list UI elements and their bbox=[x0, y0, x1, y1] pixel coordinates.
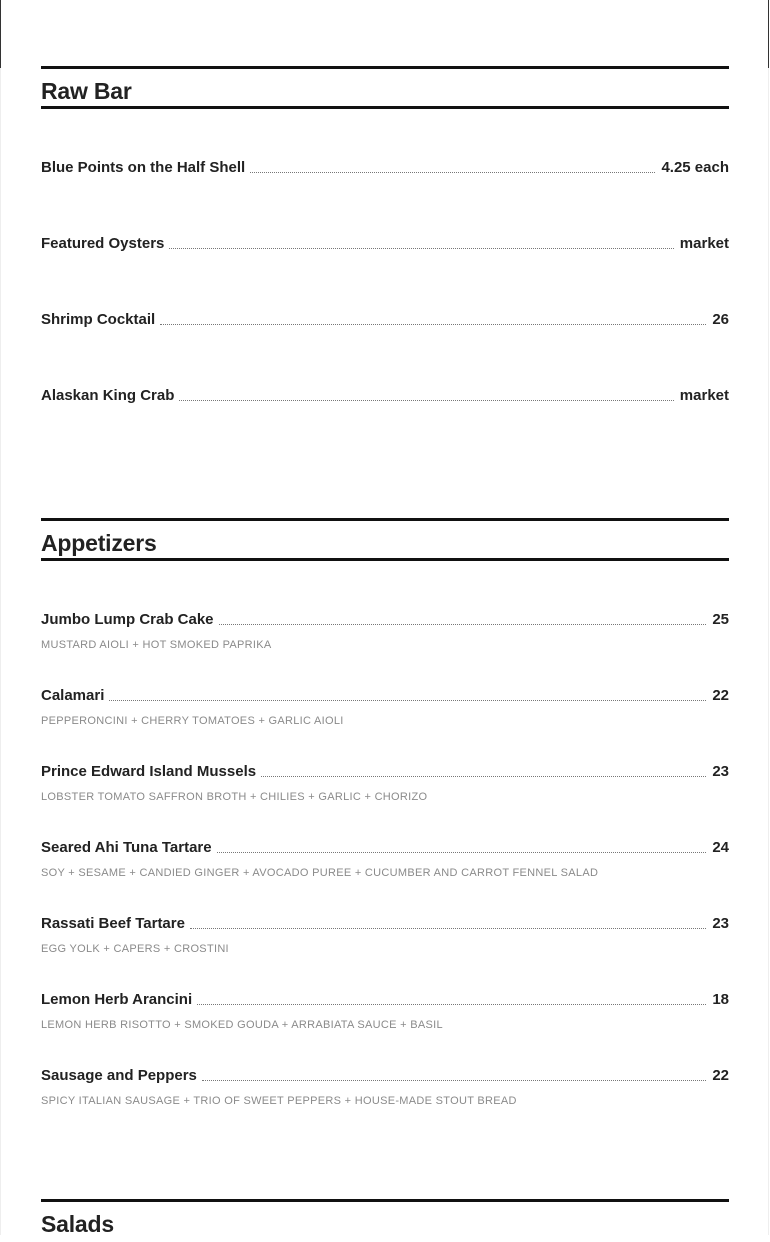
item-name: Featured Oysters bbox=[41, 235, 165, 252]
frame-edge-right bbox=[768, 0, 769, 68]
menu-item bbox=[41, 1062, 729, 1138]
menu-item bbox=[41, 306, 729, 382]
dotted-leader bbox=[197, 1003, 706, 1005]
section-title: Raw Bar bbox=[41, 78, 132, 104]
section-header bbox=[41, 66, 729, 109]
item-name: Shrimp Cocktail bbox=[41, 311, 156, 328]
dotted-leader bbox=[217, 851, 707, 853]
item-price: market bbox=[679, 387, 729, 404]
item-description: SOY + SESAME + CANDIED GINGER + AVOCADO PUREE + CUCUMBER AND CARROT FENNEL SALAD bbox=[41, 867, 599, 879]
item-name: Sausage and Peppers bbox=[41, 1067, 197, 1084]
item-price: market bbox=[679, 235, 729, 252]
item-price: 22 bbox=[712, 1067, 729, 1084]
menu-item bbox=[41, 986, 729, 1062]
section-title: Appetizers bbox=[41, 530, 157, 556]
item-description: PEPPERONCINI + CHERRY TOMATOES + GARLIC AIOLI bbox=[41, 715, 344, 727]
item-price: 4.25 each bbox=[661, 159, 729, 176]
menu-items bbox=[41, 109, 729, 458]
item-name: Calamari bbox=[41, 687, 105, 704]
dotted-leader bbox=[202, 1079, 706, 1081]
item-name: Jumbo Lump Crab Cake bbox=[41, 611, 214, 628]
item-name: Seared Ahi Tuna Tartare bbox=[41, 839, 212, 856]
section-header bbox=[41, 1199, 729, 1242]
item-price: 23 bbox=[712, 763, 729, 780]
menu-item bbox=[41, 230, 729, 306]
section-title: Salads bbox=[41, 1211, 114, 1237]
dotted-leader bbox=[250, 171, 655, 173]
dotted-leader bbox=[190, 927, 706, 929]
section-header bbox=[41, 518, 729, 561]
item-description: LEMON HERB RISOTTO + SMOKED GOUDA + ARRABIATA SAUCE + BASIL bbox=[41, 1019, 443, 1031]
dotted-leader bbox=[261, 775, 706, 777]
item-price: 22 bbox=[712, 687, 729, 704]
item-name: Lemon Herb Arancini bbox=[41, 991, 193, 1008]
menu-item bbox=[41, 682, 729, 758]
item-description: SPICY ITALIAN SAUSAGE + TRIO OF SWEET PEPPERS + HOUSE-MADE STOUT BREAD bbox=[41, 1095, 517, 1107]
item-name: Rassati Beef Tartare bbox=[41, 915, 185, 932]
dotted-leader bbox=[160, 323, 706, 325]
section-salads bbox=[41, 1199, 729, 1242]
item-name: Alaskan King Crab bbox=[41, 387, 175, 404]
menu-item bbox=[41, 154, 729, 230]
menu-item bbox=[41, 606, 729, 682]
dotted-leader bbox=[169, 247, 673, 249]
item-price: 23 bbox=[712, 915, 729, 932]
item-description: LOBSTER TOMATO SAFFRON BROTH + CHILIES + GARLIC + CHORIZO bbox=[41, 791, 428, 803]
menu bbox=[41, 66, 729, 1237]
item-name: Blue Points on the Half Shell bbox=[41, 159, 246, 176]
item-price: 25 bbox=[712, 611, 729, 628]
section-appetizers bbox=[41, 518, 729, 1138]
dotted-leader bbox=[179, 399, 673, 401]
item-name: Prince Edward Island Mussels bbox=[41, 763, 257, 780]
menu-items bbox=[41, 561, 729, 1138]
section-raw-bar bbox=[41, 66, 729, 458]
dotted-leader bbox=[109, 699, 706, 701]
item-price: 24 bbox=[712, 839, 729, 856]
menu-item bbox=[41, 834, 729, 910]
item-description: EGG YOLK + CAPERS + CROSTINI bbox=[41, 943, 229, 955]
menu-item bbox=[41, 382, 729, 458]
item-description: MUSTARD AIOLI + HOT SMOKED PAPRIKA bbox=[41, 639, 272, 651]
dotted-leader bbox=[219, 623, 707, 625]
item-price: 18 bbox=[712, 991, 729, 1008]
menu-item bbox=[41, 910, 729, 986]
frame-edge-left bbox=[0, 0, 1, 68]
item-price: 26 bbox=[712, 311, 729, 328]
menu-item bbox=[41, 758, 729, 834]
